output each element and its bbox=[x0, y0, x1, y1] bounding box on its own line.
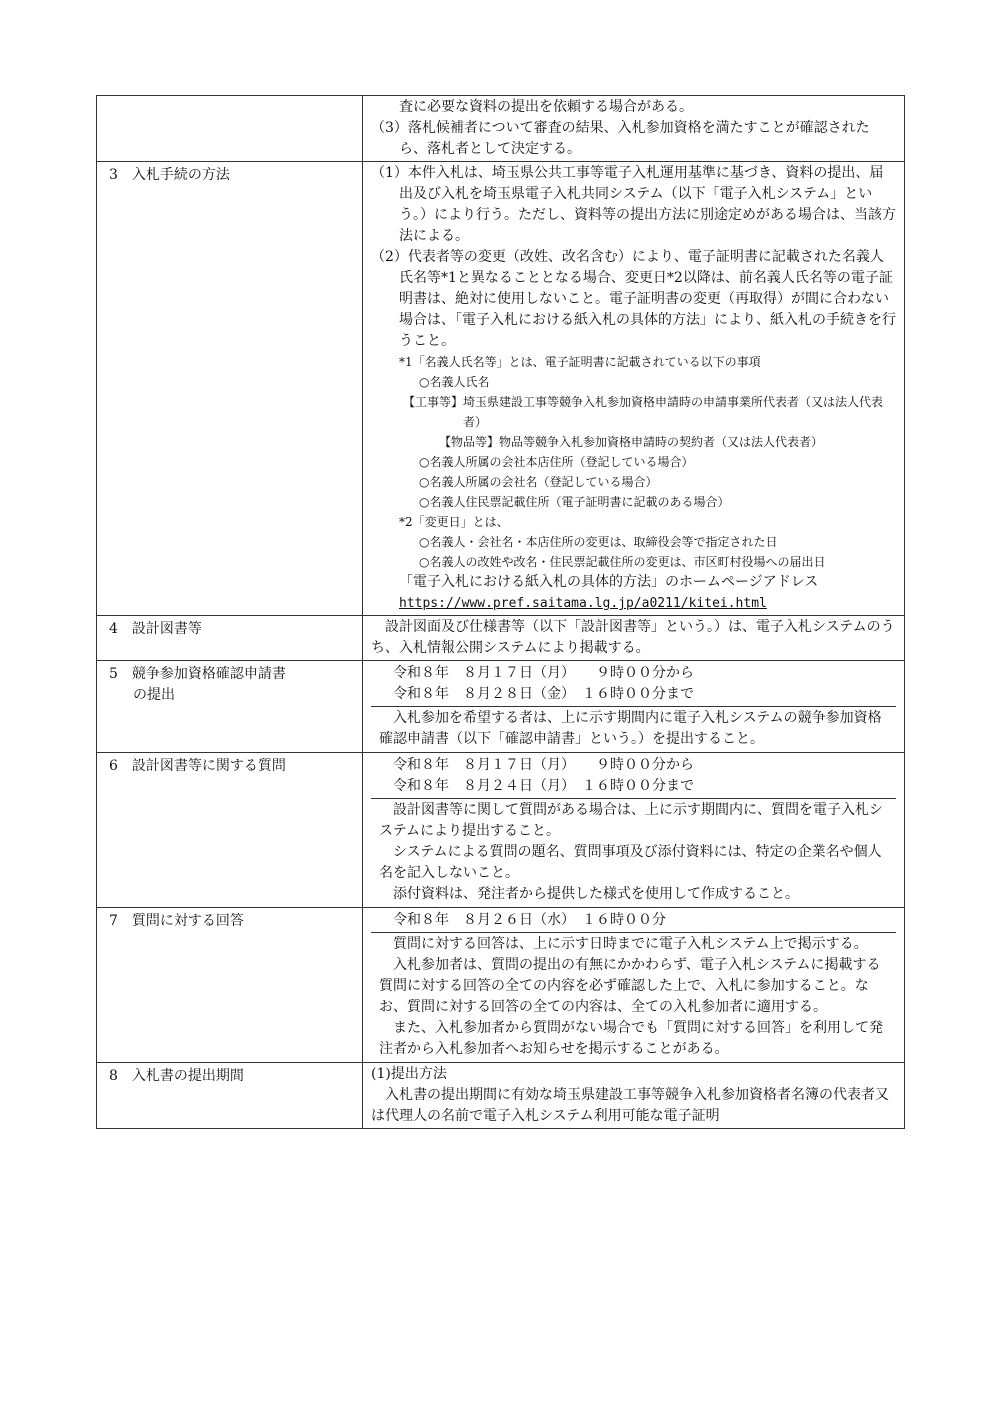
footnote-item: ○名義人・会社名・本店住所の変更は、取締役会等で指定された日 bbox=[419, 535, 778, 549]
description-block bbox=[371, 798, 896, 906]
bid-notice-table bbox=[96, 95, 905, 1129]
row-label: 8 入札書の提出期間 bbox=[97, 1063, 363, 1129]
table-row bbox=[97, 661, 905, 753]
footnote-item: ○名義人所属の会社名（登記している場合） bbox=[419, 475, 658, 489]
footnote-item: ○名義人の改姓や改名・住民票記載住所の変更は、市区町村役場への届出日 bbox=[419, 555, 826, 569]
period-block bbox=[371, 662, 896, 706]
description-block bbox=[371, 706, 896, 751]
paragraph: 査に必要な資料の提出を依頼する場合がある。 bbox=[399, 99, 693, 115]
paragraph: また、入札参加者から質問がない場合でも「質問に対する回答」を利用して発注者から入札参加者へお知らせを掲示することがある。 bbox=[379, 1020, 883, 1057]
section-heading: (1)提出方法 bbox=[371, 1066, 447, 1082]
paragraph: システムによる質問の題名、質問事項及び添付資料には、特定の企業名や個人名を記入しないこと。 bbox=[379, 844, 882, 881]
footnote-subitem: 【工事等】埼玉県建設工事等競争入札参加資格申請時の申請事業所代表者（又は法人代表者） bbox=[403, 395, 884, 429]
homepage-url-link[interactable]: https://www.pref.saitama.lg.jp/a0211/kitei.html bbox=[399, 596, 767, 611]
footnote-title: *1「名義人氏名等」とは、電子証明書に記載されている以下の事項 bbox=[399, 355, 761, 369]
row-label: 3 入札手続の方法 bbox=[97, 162, 363, 616]
row-label: 6 設計図書等に関する質問 bbox=[97, 753, 363, 908]
table-row bbox=[97, 162, 905, 616]
paragraph: （2）代表者等の変更（改姓、改名含む）により、電子証明書に記載された名義人氏名等*1と異なることとなる場合、変更日*2以降は、前名義人氏名等の電子証明書は、絶対に使用しないこと。電子証明書の変更（再取得）が間に合わない場合は、「電子入札における紙入札の具体的方法」により、紙入札の手続きを行うこと。 bbox=[371, 249, 896, 349]
footnotes bbox=[371, 352, 896, 572]
row-label: 5 競争参加資格確認申請書 bbox=[109, 666, 286, 682]
row-label: 7 質問に対する回答 bbox=[97, 908, 363, 1063]
description-block bbox=[371, 932, 896, 1061]
datetime-block bbox=[371, 909, 896, 932]
table-row bbox=[97, 908, 905, 1063]
footnote-item: ○名義人氏名 bbox=[419, 375, 490, 389]
period-start: 令和８年 ８月１７日（月） ９時００分から bbox=[393, 757, 694, 773]
paragraph: （1）本件入札は、埼玉県公共工事等電子入札運用基準に基づき、資料の提出、届出及び入札を埼玉県電子入札共同システム（以下「電子入札システム」という。）により行う。ただし、資料等の提出方法に別途定めがある場合は、当該方法による。 bbox=[371, 165, 896, 244]
period-end: 令和８年 ８月２４日（月） １６時００分まで bbox=[393, 778, 694, 794]
document-page bbox=[96, 95, 905, 1129]
paragraph: 添付資料は、発注者から提供した様式を使用して作成すること。 bbox=[393, 886, 799, 902]
table-row bbox=[97, 1063, 905, 1129]
footnote-item: ○名義人所属の会社本店住所（登記している場合） bbox=[419, 455, 694, 469]
homepage-label: 「電子入札における紙入札の具体的方法」のホームページアドレス bbox=[399, 574, 819, 590]
row-label: 4 設計図書等 bbox=[97, 616, 363, 661]
answer-datetime: 令和８年 ８月２６日（水） １６時００分 bbox=[393, 912, 666, 928]
paragraph: 質問に対する回答は、上に示す日時までに電子入札システム上で掲示する。 bbox=[393, 936, 868, 952]
table-row bbox=[97, 96, 905, 162]
paragraph: 入札参加者は、質問の提出の有無にかかわらず、電子入札システムに掲載する質問に対する回答の全ての内容を必ず確認した上で、入札に参加すること。なお、質問に対する回答の全ての内容は、全ての入札参加者に適用する。 bbox=[379, 957, 881, 1015]
paragraph: 設計図書等に関して質問がある場合は、上に示す期間内に、質問を電子入札システムにより提出すること。 bbox=[379, 802, 883, 839]
paragraph: 入札書の提出期間に有効な埼玉県建設工事等競争入札参加資格者名簿の代表者又は代理人の名前で電子入札システム利用可能な電子証明 bbox=[371, 1087, 889, 1124]
period-start: 令和８年 ８月１７日（月） ９時００分から bbox=[393, 665, 694, 681]
row-label bbox=[97, 96, 363, 162]
row-label-continued: の提出 bbox=[133, 687, 175, 703]
footnote-subitem: 【物品等】物品等競争入札参加資格申請時の契約者（又は法人代表者） bbox=[439, 435, 824, 449]
footnote-item: ○名義人住民票記載住所（電子証明書に記載のある場合） bbox=[419, 495, 730, 509]
paragraph: （3）落札候補者について審査の結果、入札参加資格を満たすことが確認されたら、落札者として決定する。 bbox=[371, 120, 870, 157]
table-row bbox=[97, 753, 905, 908]
paragraph: 設計図面及び仕様書等（以下「設計図書等」という。）は、電子入札システムのうち、入札情報公開システムにより掲載する。 bbox=[371, 619, 895, 656]
footnote-title: *2「変更日」とは、 bbox=[399, 515, 509, 529]
table-row bbox=[97, 616, 905, 661]
paragraph: 入札参加を希望する者は、上に示す期間内に電子入札システムの競争参加資格確認申請書（以下「確認申請書」という。）を提出すること。 bbox=[379, 710, 882, 747]
period-end: 令和８年 ８月２８日（金） １６時００分まで bbox=[393, 686, 694, 702]
period-block bbox=[371, 754, 896, 798]
